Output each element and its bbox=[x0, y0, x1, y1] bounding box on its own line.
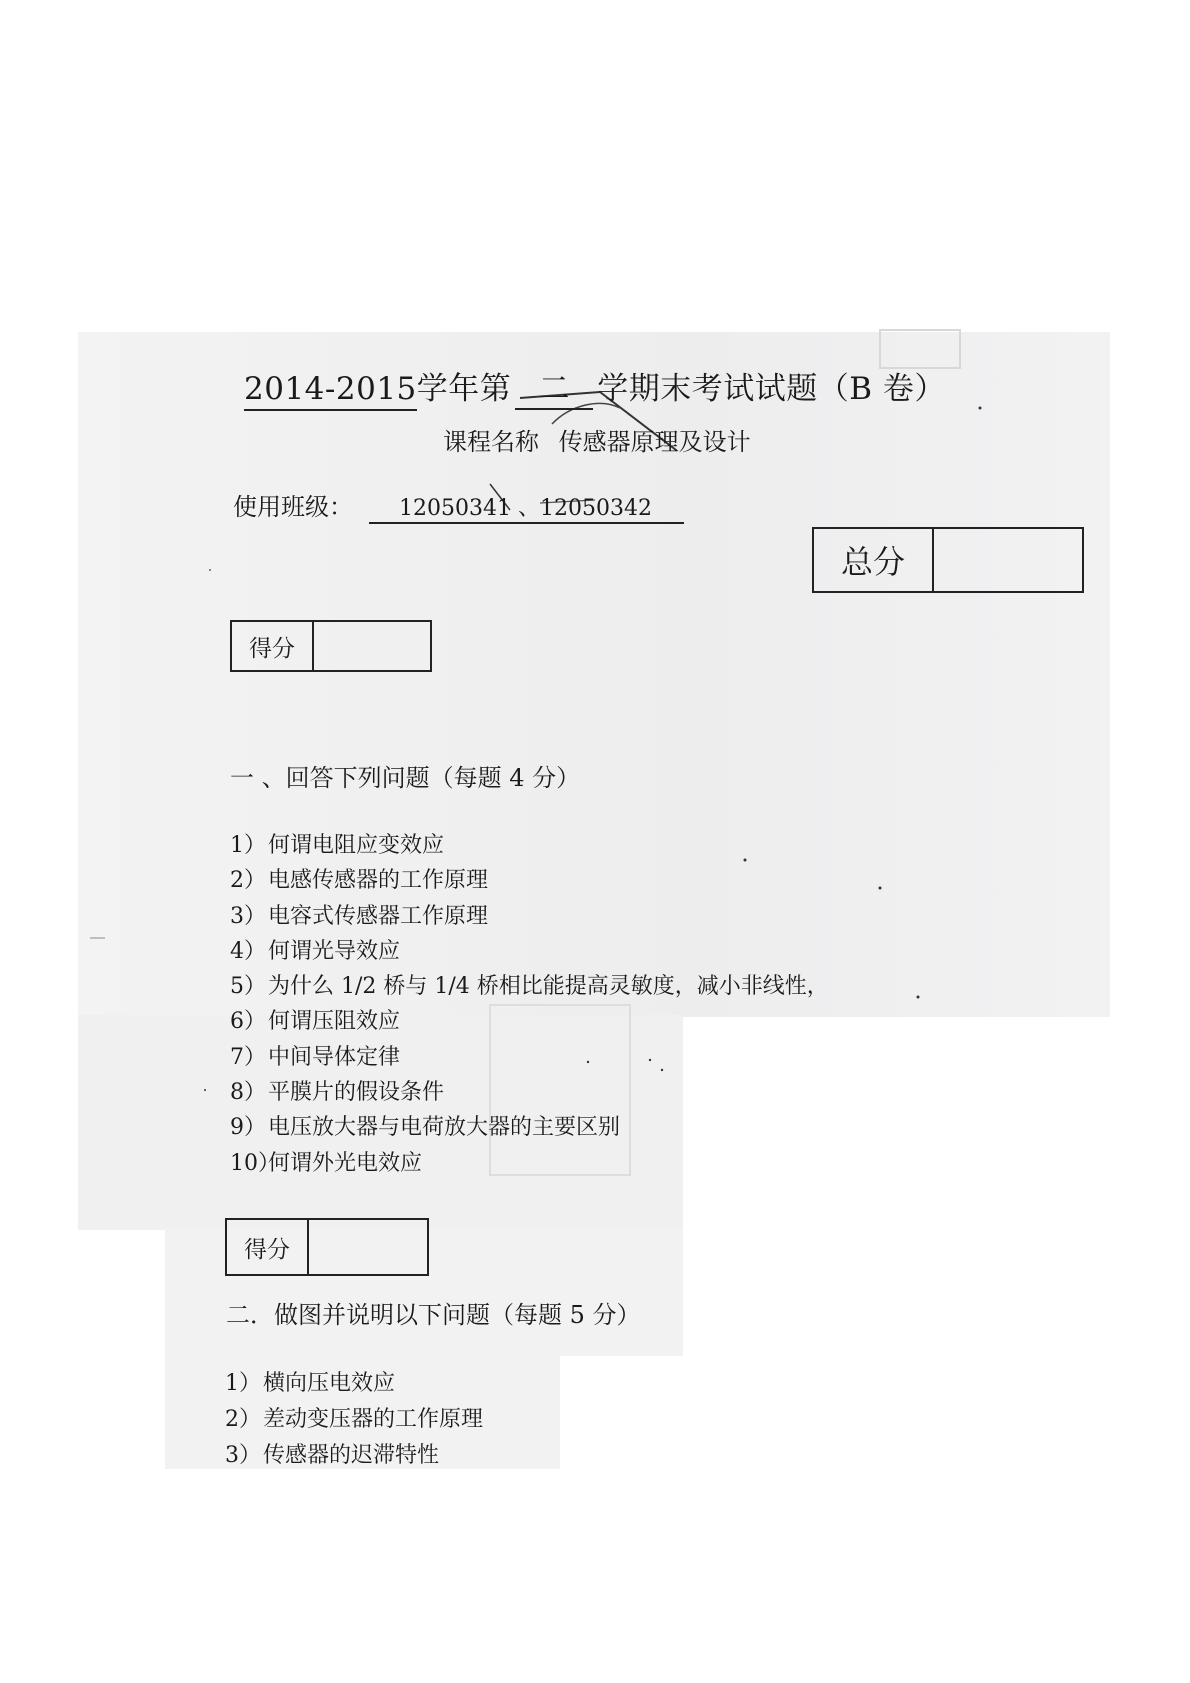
class-value: 12050341 、12050342 bbox=[369, 491, 684, 524]
title-years: 2014-2015 bbox=[244, 371, 417, 411]
question-item: 10）何谓外光电效应 bbox=[230, 1150, 423, 1176]
total-score-field[interactable] bbox=[934, 529, 1082, 591]
course-name: 传感器原理及设计 bbox=[558, 428, 751, 456]
question-item: 3）传感器的迟滞特性 bbox=[225, 1443, 440, 1468]
class-label: 使用班级： bbox=[233, 493, 353, 521]
title-end: 学期末考试试题（B 卷） bbox=[597, 371, 946, 407]
section-2-title: 二．做图并说明以下问题（每题 5 分） bbox=[226, 1301, 641, 1329]
question-item: 8）平膜片的假设条件 bbox=[230, 1080, 445, 1106]
section-1-questions bbox=[230, 828, 829, 1181]
total-score-box bbox=[812, 527, 1084, 593]
title-mid: 学年第 bbox=[416, 371, 512, 407]
total-score-label: 总分 bbox=[814, 529, 934, 591]
question-item: 1）横向压电效应 bbox=[225, 1371, 396, 1396]
question-item: 1）何谓电阻应变效应 bbox=[230, 833, 445, 858]
title-semester: 二 bbox=[515, 363, 593, 410]
score-box-section-1 bbox=[230, 620, 432, 672]
score-label: 得分 bbox=[227, 1220, 309, 1274]
question-item: 2）电感传感器的工作原理 bbox=[230, 868, 489, 894]
score-label: 得分 bbox=[232, 622, 314, 670]
score-field[interactable] bbox=[314, 622, 430, 670]
course-label: 课程名称 bbox=[443, 428, 539, 456]
question-item: 9）电压放大器与电荷放大器的主要区别 bbox=[230, 1115, 621, 1141]
class-line bbox=[233, 487, 684, 524]
question-item: 2）差动变压器的工作原理 bbox=[225, 1407, 484, 1432]
question-item: 5）为什么 1/2 桥与 1/4 桥相比能提高灵敏度，减小非线性， bbox=[230, 974, 829, 1000]
section-2-questions bbox=[225, 1366, 483, 1474]
course-line bbox=[443, 422, 751, 457]
score-box-section-2 bbox=[225, 1218, 429, 1276]
exam-title bbox=[244, 363, 946, 410]
question-item: 3）电容式传感器工作原理 bbox=[230, 903, 489, 929]
question-item: 6）何谓压阻效应 bbox=[230, 1009, 401, 1035]
question-item: 4）何谓光导效应 bbox=[230, 938, 401, 964]
section-1-title: 一 、回答下列问题（每题 4 分） bbox=[230, 764, 581, 792]
score-field[interactable] bbox=[309, 1220, 427, 1274]
question-item: 7）中间导体定律 bbox=[230, 1044, 401, 1070]
